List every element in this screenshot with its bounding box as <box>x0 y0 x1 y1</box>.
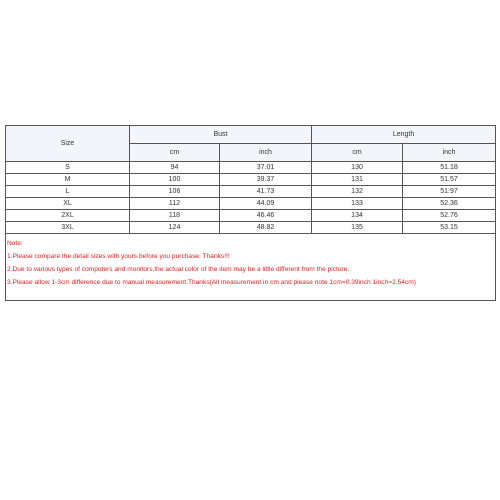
length-inch-cell: 51.57 <box>403 174 496 186</box>
notes-row <box>6 234 496 301</box>
length-cm-cell: 132 <box>312 186 403 198</box>
length-column-header: Length <box>312 126 496 144</box>
length-cm-cell: 133 <box>312 198 403 210</box>
length-inch-cell: 53.15 <box>403 222 496 234</box>
size-cell: XL <box>6 198 130 210</box>
table-row <box>6 174 496 186</box>
bust-inch-cell: 48.82 <box>220 222 312 234</box>
bust-inch-cell: 41.73 <box>220 186 312 198</box>
bust-inch-cell: 44.09 <box>220 198 312 210</box>
table-row <box>6 222 496 234</box>
bust-inch-cell: 37.01 <box>220 162 312 174</box>
size-chart-table <box>5 125 496 301</box>
note-item: 3.Please allow 1-3cm difference due to manual measurement.Thanks(All measurement in cm and please note 1cm=0.39inch 1inch=2.54cm) <box>7 279 416 286</box>
table-row <box>6 198 496 210</box>
bust-cm-cell: 106 <box>130 186 220 198</box>
length-inch-cell: 52.36 <box>403 198 496 210</box>
size-cell: M <box>6 174 130 186</box>
length-cm-cell: 134 <box>312 210 403 222</box>
bust-inch-cell: 39.37 <box>220 174 312 186</box>
bust-cm-cell: 100 <box>130 174 220 186</box>
bust-column-header: Bust <box>130 126 312 144</box>
table-row <box>6 210 496 222</box>
bust-inch-cell: 46.46 <box>220 210 312 222</box>
length-inch-cell: 51.97 <box>403 186 496 198</box>
size-cell: 2XL <box>6 210 130 222</box>
length-cm-cell: 130 <box>312 162 403 174</box>
size-column-header: Size <box>6 126 130 162</box>
size-cell: S <box>6 162 130 174</box>
bust-cm-cell: 124 <box>130 222 220 234</box>
bust-cm-cell: 118 <box>130 210 220 222</box>
length-cm-header: cm <box>312 144 403 162</box>
bust-inch-header: inch <box>220 144 312 162</box>
length-inch-cell: 51.18 <box>403 162 496 174</box>
notes-cell <box>6 234 496 301</box>
size-cell: 3XL <box>6 222 130 234</box>
table-row <box>6 186 496 198</box>
table-row <box>6 162 496 174</box>
note-item: 1.Please compare the detail sizes with yours before you purchase. Thanks!!! <box>7 253 230 260</box>
note-item: 2.Due to various types of computers and monitors,the actual color of the item may be a little different from the picture. <box>7 266 350 273</box>
bust-cm-cell: 94 <box>130 162 220 174</box>
length-cm-cell: 135 <box>312 222 403 234</box>
length-cm-cell: 131 <box>312 174 403 186</box>
bust-cm-cell: 112 <box>130 198 220 210</box>
size-cell: L <box>6 186 130 198</box>
table-header-row <box>6 126 496 144</box>
length-inch-header: inch <box>403 144 496 162</box>
bust-cm-header: cm <box>130 144 220 162</box>
length-inch-cell: 52.76 <box>403 210 496 222</box>
note-heading: Note: <box>7 240 23 247</box>
